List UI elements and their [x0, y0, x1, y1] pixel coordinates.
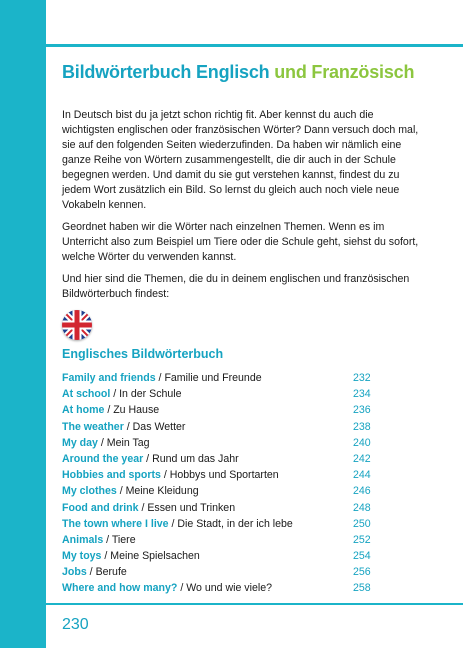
intro-paragraph: Und hier sind die Themen, die du in deinem englischen und französischen Bildwörterbuch findest:	[62, 273, 410, 300]
topic-english: Jobs	[62, 566, 87, 579]
topic-row	[62, 467, 382, 483]
topic-row	[62, 532, 382, 548]
topic-page: 248	[353, 501, 371, 514]
topic-english: Animals	[62, 533, 104, 546]
topic-german: / Wo und wie viele?	[177, 582, 272, 595]
topic-page: 254	[353, 550, 371, 563]
topic-row	[62, 386, 382, 402]
topic-list	[62, 370, 382, 597]
intro-paragraph: Geordnet haben wir die Wörter nach einzelnen Themen. Wenn es im Unterricht also zum Beispiel um Tiere oder die Schule geht, siehst du sofort, welche Wörter du verwenden kannst.	[62, 221, 419, 263]
section-title: Englisches Bildwörterbuch	[62, 347, 224, 361]
topic-row	[62, 483, 382, 499]
topic-row	[62, 370, 382, 386]
topic-row	[62, 451, 382, 467]
topic-english: My clothes	[62, 485, 117, 498]
topic-german: / In der Schule	[110, 388, 182, 401]
topic-english: Family and friends	[62, 372, 156, 384]
topic-english: At home	[62, 404, 105, 417]
topic-german: / Das Wetter	[123, 420, 186, 433]
page-title	[62, 62, 414, 83]
topic-row	[62, 402, 382, 418]
topic-german: / Rund um das Jahr	[143, 452, 239, 465]
topic-page: 252	[353, 533, 371, 546]
topic-page: 234	[353, 388, 371, 401]
topic-row	[62, 548, 382, 564]
topic-english: Around the year	[62, 452, 144, 465]
top-rule	[46, 44, 463, 47]
topic-page: 240	[353, 436, 371, 449]
topic-page: 258	[353, 582, 371, 595]
topic-english: Food and drink	[62, 501, 139, 514]
intro-paragraph: In Deutsch bist du ja jetzt schon richtig fit. Aber kennst du auch die wichtigsten englischen oder französischen Wörter? Dann versuch doch mal, sie auf den folgenden Seiten wiederzufinden. Da haben wir nämlich eine ganze Reihe von Wörtern zusammengestellt, die dir auch in der Schule begegnen werden. Und damit du sie gut verstehen kannst, findest du zu jedem Wort zusätzlich ein Bild. So lernst du gleich auch noch viele neue Vokabeln kennen.	[62, 109, 419, 211]
topic-row	[62, 419, 382, 435]
topic-row	[62, 500, 382, 516]
topic-page: 250	[353, 517, 371, 530]
topic-page: 246	[353, 485, 371, 498]
topic-german: / Berufe	[86, 566, 127, 579]
topic-row	[62, 580, 382, 596]
title-part-english: Bildwörterbuch Englisch	[62, 62, 270, 82]
intro-text	[62, 108, 422, 309]
left-accent-bar	[0, 0, 46, 648]
topic-german: / Familie und Freunde	[155, 372, 262, 384]
topic-english: Hobbies and sports	[62, 469, 161, 482]
topic-german: / Hobbys und Sportarten	[160, 469, 279, 482]
topic-english: My day	[62, 436, 98, 449]
topic-page: 244	[353, 469, 371, 482]
topic-page: 242	[353, 452, 371, 465]
title-part-french: und Französisch	[274, 62, 415, 82]
topic-german: / Zu Hause	[104, 404, 160, 417]
topic-german: / Mein Tag	[97, 436, 150, 449]
topic-german: / Die Stadt, in der ich lebe	[168, 517, 293, 530]
topic-english: The weather	[62, 420, 124, 433]
topic-row	[62, 564, 382, 580]
topic-row	[62, 435, 382, 451]
topic-german: / Meine Kleidung	[116, 485, 199, 498]
topic-german: / Tiere	[103, 533, 136, 546]
bottom-rule	[46, 603, 463, 605]
topic-german: / Meine Spielsachen	[101, 550, 200, 563]
topic-english: Where and how many?	[62, 582, 178, 595]
topic-english: My toys	[62, 550, 102, 563]
topic-page: 236	[353, 404, 371, 417]
page-number: 230	[62, 616, 89, 633]
topic-page: 232	[353, 372, 371, 384]
topic-page: 238	[353, 420, 371, 433]
topic-page: 256	[353, 566, 371, 579]
topic-german: / Essen und Trinken	[138, 501, 236, 514]
topic-row	[62, 516, 382, 532]
topic-english: The town where I live	[62, 517, 169, 530]
topic-english: At school	[62, 388, 111, 401]
uk-flag-icon	[62, 310, 92, 340]
